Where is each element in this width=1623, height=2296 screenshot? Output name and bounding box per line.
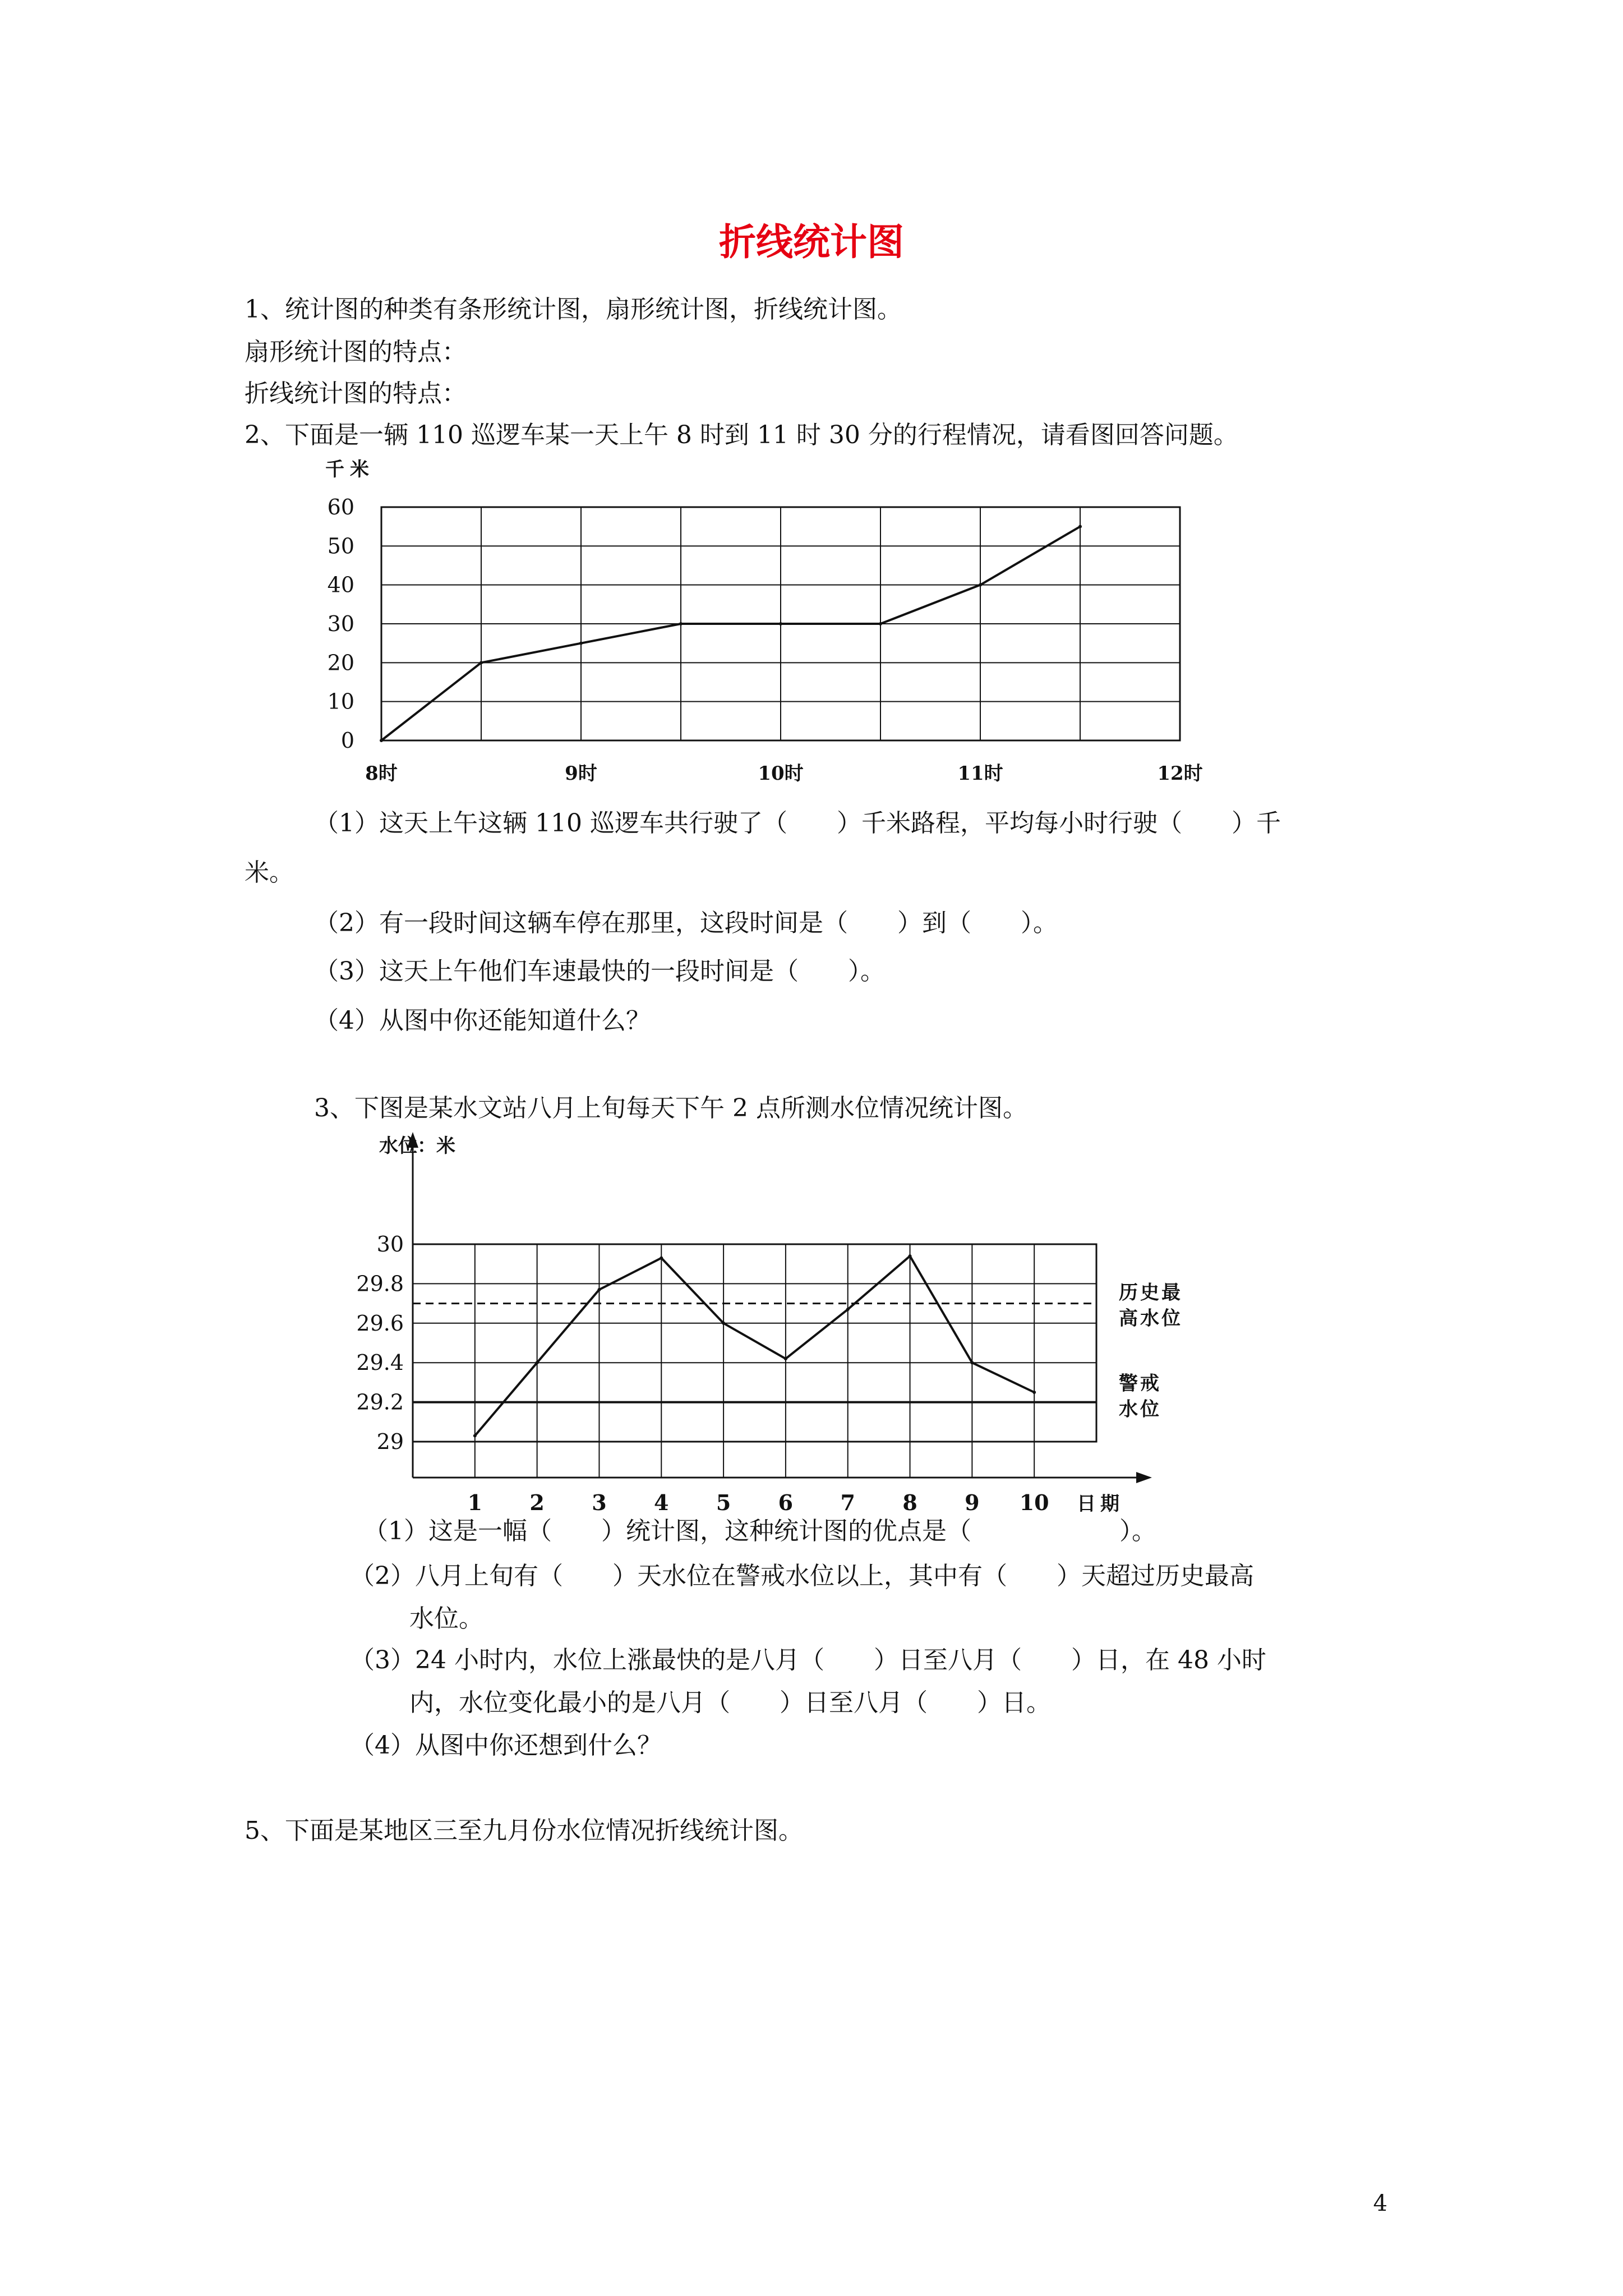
chart1-x-tick-label: 10时 — [758, 762, 804, 785]
chart2-data-point — [722, 1322, 725, 1325]
chart2-data-point — [597, 1288, 601, 1291]
chart2-y-tick-label: 29.6 — [356, 1310, 404, 1336]
chart2-plot-frame — [413, 1244, 1096, 1442]
q3-sub3a: （3）24 小时内，水位上涨最快的是八月（ ）日至八月（ ）日，在 48 小时 — [350, 1646, 1266, 1674]
chart1-x-tick-label: 11时 — [957, 762, 1003, 785]
chart2-x-tick-label: 10 — [1019, 1490, 1049, 1515]
chart2-x-tick-label: 8 — [902, 1490, 917, 1515]
chart1-y-tick-label: 30 — [327, 611, 354, 636]
chart2-x-tick-label: 5 — [716, 1490, 731, 1515]
chart2-reference-label: 高水位 — [1119, 1307, 1183, 1330]
page-number: 4 — [1373, 2191, 1387, 2216]
chart1-x-tick-label: 9时 — [565, 762, 597, 785]
chart1-y-axis-label: 千米 — [325, 458, 375, 481]
q5-intro: 5、下面是某地区三至九月份水位情况折线统计图。 — [245, 1816, 803, 1845]
chart2-x-tick-label: 9 — [965, 1490, 980, 1515]
chart2-x-tick-label: 7 — [840, 1490, 855, 1515]
chart2-x-axis-arrow — [1136, 1472, 1152, 1483]
q3-sub3b: 内，水位变化最小的是八月（ ）日至八月（ ）日。 — [409, 1688, 1051, 1717]
q2-sub1b: 米。 — [245, 858, 294, 887]
q1-line2: 扇形统计图的特点： — [245, 338, 467, 366]
page-title: 折线统计图 — [719, 220, 904, 264]
q3-sub2b: 水位。 — [409, 1604, 483, 1633]
q2-intro: 2、下面是一辆 110 巡逻车某一天上午 8 时到 11 时 30 分的行程情况，请看图回答问题。 — [245, 421, 1238, 449]
chart1-y-tick-label: 40 — [327, 572, 354, 597]
chart2-y-tick-label: 30 — [376, 1232, 404, 1257]
chart2-data-point — [536, 1361, 539, 1364]
chart2-x-tick-label: 2 — [529, 1490, 545, 1515]
chart2-reference-label: 历史最 — [1119, 1281, 1183, 1304]
chart2-data-point — [660, 1257, 663, 1260]
chart2-data-point — [909, 1254, 912, 1258]
chart2-reference-label: 水位 — [1119, 1398, 1161, 1421]
chart2-x-tick-label: 4 — [654, 1490, 669, 1515]
q2-sub2: （2）有一段时间这辆车停在那里，这段时间是（ ）到（ ）。 — [314, 909, 1058, 937]
chart2-series-line — [475, 1256, 1034, 1435]
chart2-y-tick-label: 29.8 — [356, 1271, 404, 1296]
chart2-data-point — [473, 1434, 477, 1437]
q3-intro: 3、下图是某水文站八月上旬每天下午 2 点所测水位情况统计图。 — [314, 1094, 1027, 1122]
q3-sub1: （1）这是一幅（ ）统计图，这种统计图的优点是（ ）。 — [363, 1517, 1156, 1545]
chart1-x-tick-label: 8时 — [365, 762, 398, 785]
chart1-y-tick-label: 20 — [327, 650, 354, 675]
q2-sub1a: （1）这天上午这辆 110 巡逻车共行驶了（ ）千米路程，平均每小时行驶（ ）千 — [314, 809, 1281, 838]
chart2-data-point — [970, 1361, 974, 1364]
q2-sub4: （4）从图中你还能知道什么？ — [314, 1006, 651, 1035]
chart2-reference-label: 警戒 — [1119, 1372, 1161, 1395]
chart1-y-tick-label: 0 — [340, 728, 354, 753]
q3-sub4: （4）从图中你还想到什么？ — [350, 1731, 662, 1760]
chart2-x-tick-label: 3 — [592, 1490, 607, 1515]
q1-line3: 折线统计图的特点： — [245, 379, 467, 408]
chart2-y-tick-label: 29 — [376, 1429, 404, 1454]
chart2-x-tick-label: 6 — [778, 1490, 794, 1515]
chart2-y-tick-label: 29.2 — [356, 1389, 404, 1415]
q2-sub3: （3）这天上午他们车速最快的一段时间是（ ）。 — [314, 957, 885, 986]
q1-line1: 1、统计图的种类有条形统计图，扇形统计图，折线统计图。 — [245, 295, 902, 324]
chart2-data-point — [784, 1357, 787, 1360]
chart1-y-tick-label: 60 — [327, 495, 354, 519]
q3-sub2a: （2）八月上旬有（ ）天水位在警戒水位以上，其中有（ ）天超过历史最高 — [350, 1562, 1254, 1590]
chart1-y-tick-label: 50 — [327, 533, 354, 559]
chart2-data-point — [846, 1308, 850, 1311]
chart2-x-tick-label: 1 — [467, 1490, 483, 1515]
chart1-y-tick-label: 10 — [327, 689, 354, 714]
chart2-data-point — [1032, 1391, 1036, 1394]
chart2-y-tick-label: 29.4 — [356, 1350, 404, 1375]
chart1-x-tick-label: 12时 — [1157, 762, 1203, 785]
chart2-y-axis-label: 水位：米 — [379, 1135, 455, 1157]
chart2-x-axis-label: 日期 — [1077, 1493, 1124, 1515]
